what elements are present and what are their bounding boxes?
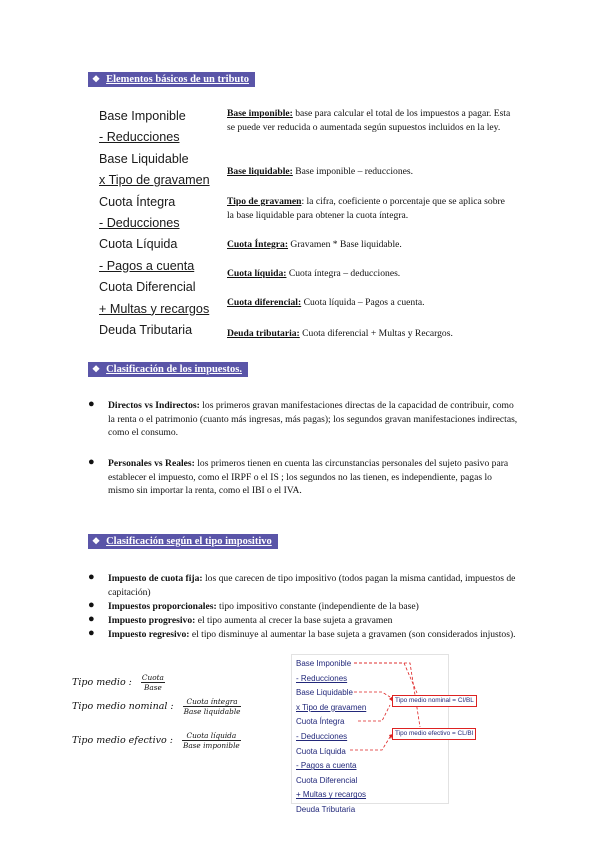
definition-base-liquidable: Base liquidable: Base imponible – reducciones.	[227, 166, 413, 177]
diagram-item: - Deducciones	[296, 731, 348, 741]
formula-tipo-medio-nominal: Tipo medio nominal : $\frac{\text{Cuota íntegra}}{\text{Base liquidable}}$	[72, 697, 241, 716]
definition-base-imponible: Base imponible: base para calcular el total de los impuestos a pagar. Esta se puede ver reducida o aumentada según supuestos incluidos en la ley.	[227, 108, 511, 133]
formula-tipo-medio: Tipo medio : $\frac{\text{Cuota}}{\text{Base}}$	[72, 673, 164, 692]
stack-item: Cuota Diferencial	[99, 280, 196, 295]
bullet-dot-icon: ●	[88, 456, 95, 468]
diagram-item: + Multas y recargos	[296, 790, 367, 800]
stack-item: - Deducciones	[99, 215, 180, 230]
diagram-item: Deuda Tributaria	[296, 804, 356, 814]
bullet-dot-icon: ●	[88, 613, 95, 625]
diagram-item: Cuota Líquida	[296, 746, 346, 756]
stack-item: Cuota Íntegra	[99, 194, 176, 209]
section-header-tipo-impositivo: ❖ Clasificación según el tipo impositivo	[88, 534, 278, 549]
arrow-line	[350, 737, 390, 750]
bullet-dot-icon: ●	[88, 627, 95, 639]
bullet-cuota-fija: ● Impuesto de cuota fija: los que carecen de tipo impositivo (todos pagan la misma cantidad, impuestos de capitación)	[88, 571, 516, 598]
diagram-item: Base Liquidable	[296, 688, 353, 698]
stack-item: - Pagos a cuenta	[99, 258, 195, 273]
section-header-clasificacion: ❖ Clasificación de los impuestos.	[88, 362, 248, 377]
diagram-item: Base Imponible	[296, 659, 352, 668]
stack-item: Cuota Líquida	[99, 237, 178, 252]
arrow-line	[354, 663, 417, 693]
formula-tipo-medio-efectivo: Tipo medio efectivo : $\frac{\text{Cuota líquida}}{\text{Base imponible}}$	[72, 731, 240, 750]
diagram-item: - Pagos a cuenta	[296, 761, 357, 771]
stack-item: Base Imponible	[99, 109, 186, 123]
diagram-item: Cuota Diferencial	[296, 775, 358, 785]
definition-deuda-tributaria: Deuda tributaria: Cuota diferencial + Multas y Recargos.	[227, 328, 453, 339]
section-header-elementos: ❖ Elementos básicos de un tributo	[88, 72, 255, 87]
stack-item: + Multas y recargos	[99, 301, 210, 316]
stack-item: x Tipo de gravamen	[99, 173, 210, 188]
nominal-rate-box: Tipo medio nominal = CI/BL	[392, 695, 477, 707]
bullet-progresivo: ● Impuesto progresivo: el tipo aumenta al crecer la base sujeta a gravamen	[88, 613, 393, 626]
arrow-line	[358, 705, 390, 721]
tax-calc-stack	[99, 106, 210, 341]
bullet-directos-indirectos: ● Directos vs Indirectos: los primeros gravan manifestaciones directas de la capacidad de contribuir, como la renta o el patrimonio (cuanto más ingresas, más pagas); los segundos gravan manifestaciones indirectas, como el consumo.	[88, 398, 518, 438]
diagram-item: x Tipo de gravamen	[296, 702, 367, 712]
definition-cuota-integra: Cuota Íntegra: Gravamen * Base liquidable.	[227, 239, 402, 250]
effective-rate-box: Tipo medio efectivo = CL/BI	[392, 728, 476, 740]
stack-item: Deuda Tributaria	[99, 322, 193, 337]
stack-item: Base Liquidable	[99, 151, 189, 166]
diagram-item: Cuota Íntegra	[296, 717, 345, 727]
bullet-dot-icon: ●	[88, 571, 95, 583]
bullet-personales-reales: ● Personales vs Reales: los primeros tienen en cuenta las circunstancias personales del sujeto pasivo para establecer el impuesto, como el IRPF o el IS ; los segundos no las tienen, es independiente, pagas lo mismo sin importar la renta, como el IBI o el IVA.	[88, 456, 509, 496]
definition-cuota-liquida: Cuota líquida: Cuota íntegra – deducciones.	[227, 268, 401, 279]
diamond-bullet-icon: ❖	[92, 364, 101, 374]
diagram-item: - Reducciones	[296, 673, 348, 683]
bullet-regresivo: ● Impuesto regresivo: el tipo disminuye al aumentar la base sujeta a gravamen (son considerados injustos).	[88, 627, 516, 640]
diamond-bullet-icon: ❖	[92, 536, 101, 546]
diamond-bullet-icon: ❖	[92, 74, 101, 84]
stack-item: - Reducciones	[99, 130, 180, 145]
definition-tipo-gravamen: Tipo de gravamen: la cifra, coeficiente o porcentaje que se aplica sobre la base liquidable para obtener la cuota íntegra.	[227, 196, 505, 221]
arrow-line	[354, 692, 390, 697]
definition-cuota-diferencial: Cuota diferencial: Cuota líquida – Pagos a cuenta.	[227, 297, 425, 308]
bullet-dot-icon: ●	[88, 398, 95, 410]
tax-rate-diagram	[291, 654, 474, 814]
bullet-proporcionales: ● Impuestos proporcionales: tipo impositivo constante (independiente de la base)	[88, 599, 419, 612]
bullet-dot-icon: ●	[88, 599, 95, 611]
